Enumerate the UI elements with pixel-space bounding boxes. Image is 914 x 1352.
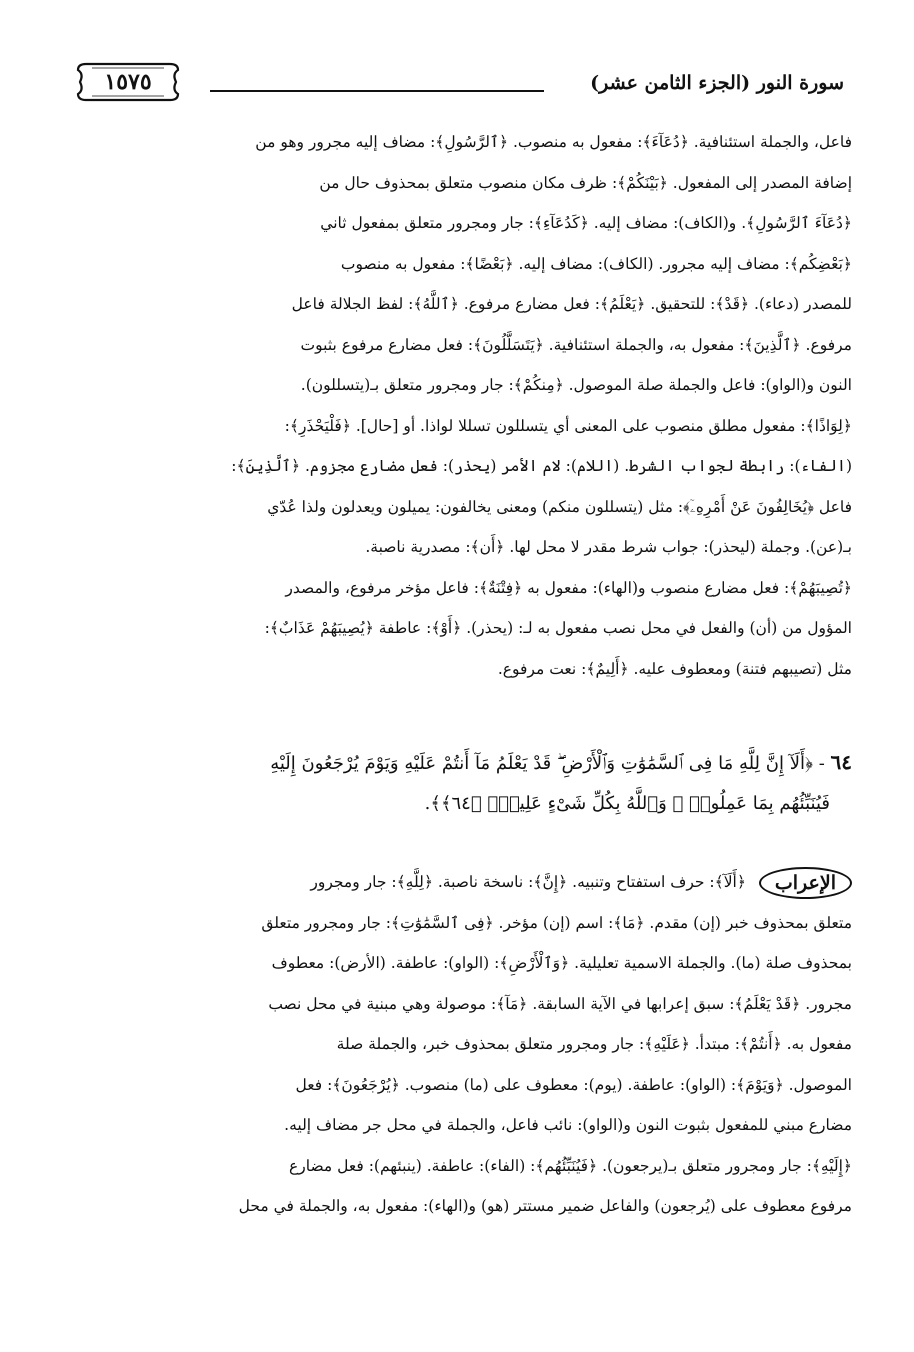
- irab-section: [78, 862, 852, 1227]
- text-line: فاعل ﴿يُخَالِفُونَ عَنْ أَمْرِهِۦٓ﴾: مثل (يتسللون منكم) ومعنى يخالفون: يميلون ويعدلون ولذا عُدّي: [267, 497, 852, 516]
- verse-number: ٦٤: [830, 750, 852, 774]
- text-line: فاعل، والجملة استئنافية. ﴿دُعَآءَ﴾: مفعول به منصوب. ﴿ٱلرَّسُولِ﴾: مضاف إليه مجرور وهو من: [255, 133, 852, 151]
- text-line: ﴿لِوَاذًا﴾: مفعول مطلق منصوب على المعنى أي يتسللون تسللا لواذا. أو [حال]. ﴿فَلْيَحْذَرِ﴾:: [284, 416, 852, 435]
- text-line: ﴿بَعْضِكُم﴾: مضاف إليه مجرور. (الكاف): مضاف إليه. ﴿بَعْضًا﴾: مفعول به منصوب: [340, 254, 852, 273]
- text-line: (الفاء): رابطة لجواب الشرط. (اللام): لام الأمر (يحذر): فعل مضارع مجزوم. ﴿ٱلَّذِينَ﴾:: [231, 457, 852, 475]
- page-number-frame: [72, 58, 184, 106]
- text-line: مرفوع معطوف على (يُرجعون) والفاعل ضمير مستتر (هو) و(الهاء): مفعول به، والجملة في محل: [238, 1197, 852, 1215]
- text-line: المؤول من (أن) والفعل في محل نصب مفعول به لـ: (يحذر). ﴿أَوْ﴾: عاطفة ﴿يُصِيبَهُمْ عَذَابٌ﴾:: [264, 619, 852, 637]
- page-header: [72, 58, 844, 114]
- text-line: للمصدر (دعاء). ﴿قَدْ﴾: للتحقيق. ﴿يَعْلَمُ﴾: فعل مضارع مرفوع. ﴿ٱللَّهُ﴾: لفظ الجلالة فاعل: [291, 295, 852, 313]
- text-line: إضافة المصدر إلى المفعول. ﴿بَيْنَكُمْ﴾: ظرف مكان منصوب متعلق بمحذوف حال من: [319, 173, 852, 192]
- verse-line: [78, 742, 852, 784]
- text-line: مضارع مبني للمفعول بثبوت النون و(الواو): نائب فاعل، والجملة في محل جر مضاف إليه.: [284, 1116, 852, 1134]
- text-line: مرفوع. ﴿ٱلَّذِينَ﴾: مفعول به، والجملة استئنافية. ﴿يَتَسَلَّلُونَ﴾: فعل مضارع مرفوع بثبوت: [300, 335, 852, 354]
- irab-badge: الإعراب: [759, 867, 852, 899]
- text-line: بـ(عن). وجملة (ليحذر): جواب شرط مقدر لا محل لها. ﴿أَن﴾: مصدرية ناصبة.: [365, 538, 852, 556]
- text-line: مثل (تصيبهم فتنة) ومعطوف عليه. ﴿أَلِيمٌ﴾: نعت مرفوع.: [497, 659, 852, 678]
- text-line: بمحذوف صلة (ما). والجملة الاسمية تعليلية. ﴿وَٱلْأَرْضِ﴾: (الواو): عاطفة. (الأرض): معطوف: [271, 954, 852, 972]
- text-line: النون و(الواو): فاعل والجملة صلة الموصول. ﴿مِنكُمْ﴾: جار ومجرور متعلق بـ(يتسللون).: [300, 376, 852, 394]
- text-line: مفعول به. ﴿أَنتُمْ﴾: مبتدأ. ﴿عَلَيْهِ﴾: جار ومجرور متعلق بمحذوف خبر، والجملة صلة: [336, 1035, 852, 1053]
- verse-separator: -: [818, 753, 825, 774]
- text-line: متعلق بمحذوف خبر (إن) مقدم. ﴿مَا﴾: اسم (إن) مؤخر. ﴿فِى ٱلسَّمَٰوَٰتِ﴾: جار ومجرور متعلق: [261, 913, 852, 932]
- text-line: ﴿دُعَآءَ ٱلرَّسُولِ﴾. و(الكاف): مضاف إليه. ﴿كَدُعَآءِ﴾: جار ومجرور متعلق بمفعول ثاني: [320, 214, 852, 232]
- running-title: سورة النور (الجزء الثامن عشر): [590, 72, 844, 94]
- verse-text: ﴿أَلَآ إِنَّ لِلَّهِ مَا فِى ٱلسَّمَٰوَٰتِ وَٱلْأَرْضِ ۖ قَدْ يَعْلَمُ مَآ أَنتُمْ عَلَيْهِ وَيَوْمَ يُرْجَعُونَ إِلَيْهِ: [270, 753, 813, 774]
- page-number: ١٥٧٥: [104, 69, 152, 95]
- verse-text: فَيُنَبِّئُهُم بِمَا عَمِلُوا۟ ۗ وَٱللَّهُ بِكُلِّ شَىْءٍ عَلِيمٌۢ ﴿٦٤﴾﴾.: [424, 793, 830, 814]
- commentary-text: [78, 122, 852, 689]
- header-rule: [210, 90, 544, 92]
- text-line: ﴿تُصِيبَهُمْ﴾: فعل مضارع منصوب و(الهاء): مفعول به ﴿فِتْنَةٌ﴾: فاعل مؤخر مرفوع، والمصدر: [285, 578, 852, 597]
- text-line: الموصول. ﴿وَيَوْمَ﴾: (الواو): عاطفة. (يوم): معطوف على (ما) منصوب. ﴿يُرْجَعُونَ﴾: فعل: [295, 1075, 852, 1094]
- quran-verse: [78, 742, 852, 824]
- text-line: ﴿إِلَيْهِ﴾: جار ومجرور متعلق بـ(يرجعون). ﴿فَيُنَبِّئُهُم﴾: (الفاء): عاطفة. (ينبئهم): فعل مضارع: [289, 1156, 852, 1175]
- text-line: مجرور. ﴿قَدْ يَعْلَمُ﴾: سبق إعرابها في الآية السابقة. ﴿مَآ﴾: موصولة وهي مبنية في محل نصب: [268, 994, 852, 1013]
- text-line: ﴿أَلَآ﴾: حرف استفتاح وتنبيه. ﴿إِنَّ﴾: ناسخة ناصبة. ﴿لِلَّهِ﴾: جار ومجرور: [310, 873, 746, 891]
- irab-first-line: [78, 862, 852, 903]
